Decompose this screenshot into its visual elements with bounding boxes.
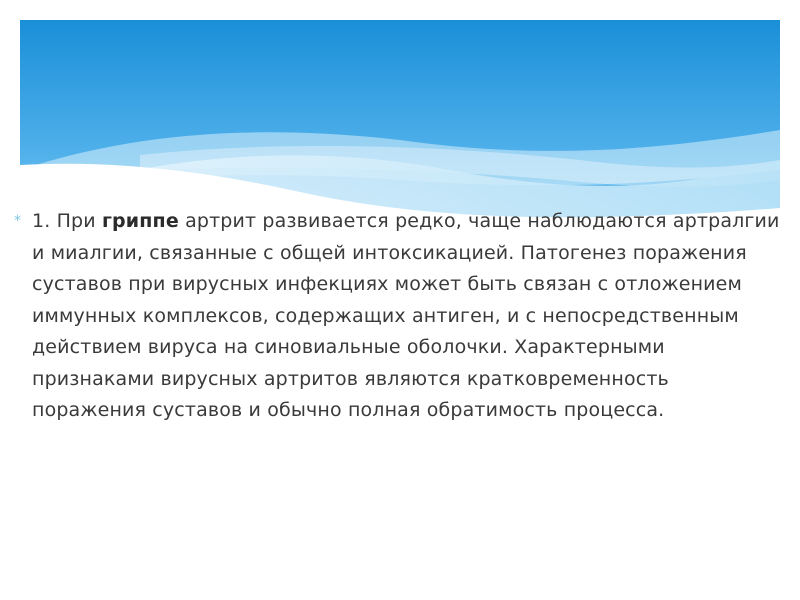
bullet-marker-icon: *: [14, 213, 21, 229]
bullet-paragraph: [32, 206, 784, 427]
bullet-number: 1. При: [32, 210, 96, 232]
bullet-bold-word: гриппе: [101, 210, 179, 232]
content-area: [14, 206, 784, 427]
bullet-item: [14, 206, 784, 427]
bullet-body: артрит развивается редко, чаще наблюдаются артралгии и миалгии, связанные с общей интоксикацией. Патогенез поражения суставов при вирусных инфекциях может быть связан с отложением иммунных комплексов, содержащих антиген, и с непосредственным действием вируса на синовиальные оболочки. Характерными признаками вирусных артритов являются кратковременность поражения суставов и обычно полная обратимость процесса.: [32, 210, 780, 421]
